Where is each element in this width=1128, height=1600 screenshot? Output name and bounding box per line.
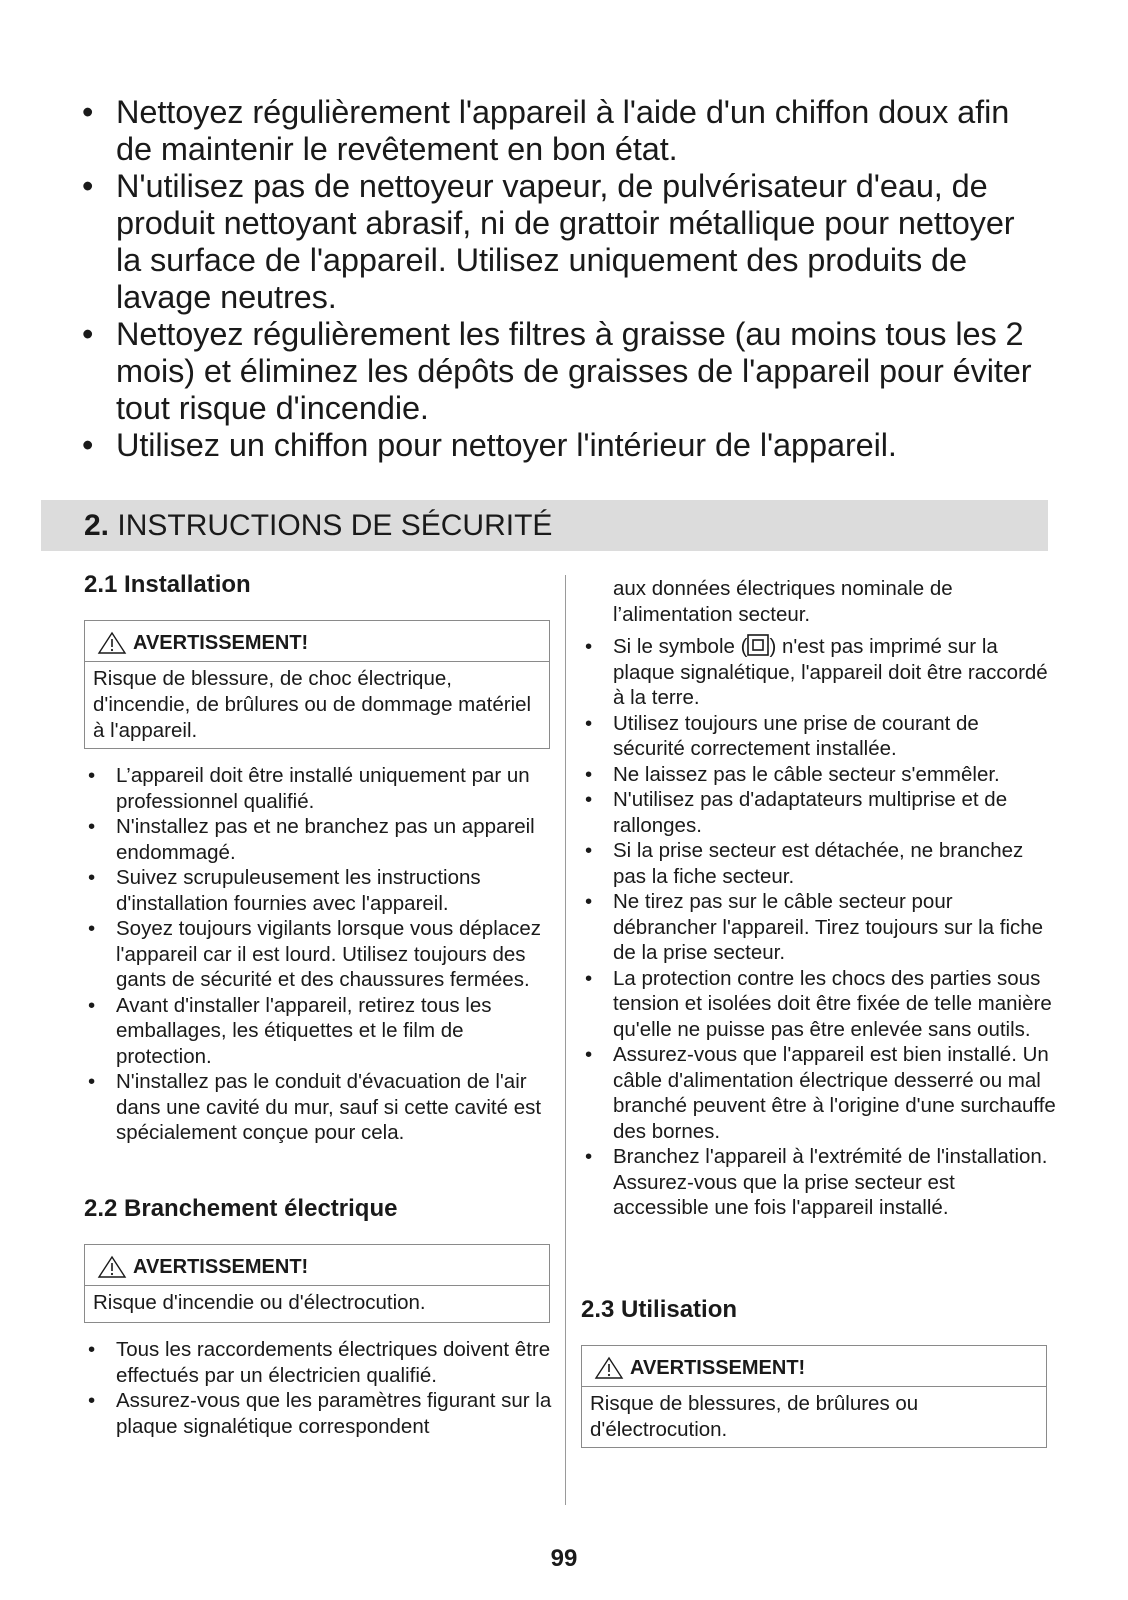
intro-item: • N'utilisez pas de nettoyeur vapeur, de pulvérisateur d'eau, de produit nettoyant abrasif, ni de grattoir métallique pour nettoyer la surface de l'appareil. Utilisez uniquement des produits de lavage neutres. <box>82 168 1042 316</box>
list-item: • Soyez toujours vigilants lorsque vous déplacez l'appareil car il est lourd. Utilisez toujours des gants de sécurité et des chaussures fermées. <box>84 916 554 993</box>
list-item: • L’appareil doit être installé uniquement par un professionnel qualifié. <box>84 763 554 814</box>
list-item: • Ne laissez pas le câble secteur s'emmêler. <box>581 762 1056 788</box>
warning-triangle-icon <box>97 1255 127 1279</box>
list-item: • Si la prise secteur est détachée, ne branchez pas la fiche secteur. <box>581 838 1056 889</box>
warning-header <box>582 1346 1046 1380</box>
section-title <box>84 509 552 543</box>
list-item: • Avant d'installer l'appareil, retirez tous les emballages, les étiquettes et le film de protection. <box>84 993 554 1070</box>
section-title-text: INSTRUCTIONS DE SÉCURITÉ <box>117 509 553 542</box>
warning-text: Risque de blessure, de choc électrique, d'incendie, de brûlures ou de dommage matériel à l'appareil. <box>93 667 532 742</box>
warning-triangle-icon <box>594 1356 624 1380</box>
list-item: • Assurez-vous que les paramètres figurant sur la plaque signalétique correspondent <box>84 1388 554 1439</box>
electrical-continuation: aux données électriques nominale de l’alimentation secteur. <box>613 577 953 626</box>
list-item <box>581 634 1056 711</box>
warning-header <box>85 1245 549 1279</box>
intro-item: • Nettoyez régulièrement les filtres à graisse (au moins tous les 2 mois) et éliminez les dépôts de graisses de l'appareil pour éviter tout risque d'incendie. <box>82 316 1042 427</box>
intro-item: • Utilisez un chiffon pour nettoyer l'intérieur de l'appareil. <box>82 427 1042 464</box>
intro-list <box>82 94 1042 464</box>
list-item: • La protection contre les chocs des parties sous tension et isolées doit être fixée de telle manière qu'elle ne puisse pas être enlevée sans outils. <box>581 966 1056 1043</box>
installation-list <box>84 763 554 1146</box>
column-divider <box>565 575 566 1505</box>
warning-label: AVERTISSEMENT! <box>630 1357 806 1379</box>
warning-text: Risque de blessures, de brûlures ou d'électrocution. <box>590 1392 919 1441</box>
warning-text: Risque d'incendie ou d'électrocution. <box>93 1291 426 1314</box>
list-item: • Assurez-vous que l'appareil est bien installé. Un câble d'alimentation électrique desserré ou mal branché peuvent être à l'origine d'une surchauffe des bornes. <box>581 1042 1056 1144</box>
warning-triangle-icon <box>97 631 127 655</box>
warning-label: AVERTISSEMENT! <box>133 632 309 654</box>
installation-warning-box <box>84 620 550 749</box>
warning-header <box>85 621 549 655</box>
class-ii-symbol-icon <box>747 634 769 656</box>
symbol-item-text: ) n'est pas imprimé sur la plaque signalétique, l'appareil doit être raccordé à la terre. <box>613 635 1048 709</box>
list-item: • Utilisez toujours une prise de courant de sécurité correctement installée. <box>581 711 1056 762</box>
page-number: 99 <box>550 1545 578 1572</box>
symbol-item-text: Si le symbole ( <box>613 635 748 658</box>
installation-heading: 2.1 Installation <box>84 571 251 598</box>
electrical-heading: 2.2 Branchement électrique <box>84 1195 398 1222</box>
intro-item: • Nettoyez régulièrement l'appareil à l'aide d'un chiffon doux afin de maintenir le revêtement en bon état. <box>82 94 1042 168</box>
electrical-list <box>84 1337 554 1439</box>
list-item: • Suivez scrupuleusement les instructions d'installation fournies avec l'appareil. <box>84 865 554 916</box>
usage-heading: 2.3 Utilisation <box>581 1296 738 1323</box>
usage-warning-box <box>581 1345 1047 1448</box>
list-item: • N'utilisez pas d'adaptateurs multiprise et de rallonges. <box>581 787 1056 838</box>
section-number: 2. <box>84 509 110 542</box>
warning-label: AVERTISSEMENT! <box>133 1256 309 1278</box>
list-item: • N'installez pas et ne branchez pas un appareil endommagé. <box>84 814 554 865</box>
list-item: • Branchez l'appareil à l'extrémité de l'installation. Assurez-vous que la prise secteur est accessible une fois l'appareil installé. <box>581 1144 1056 1221</box>
electrical-warning-box <box>84 1244 550 1323</box>
electrical-list-right <box>581 634 1056 1221</box>
list-item: • N'installez pas le conduit d'évacuation de l'air dans une cavité du mur, sauf si cette cavité est spécialement conçue pour cela. <box>84 1069 554 1146</box>
list-item: • Ne tirez pas sur le câble secteur pour débrancher l'appareil. Tirez toujours sur la fiche de la prise secteur. <box>581 889 1056 966</box>
list-item: • Tous les raccordements électriques doivent être effectués par un électricien qualifié. <box>84 1337 554 1388</box>
